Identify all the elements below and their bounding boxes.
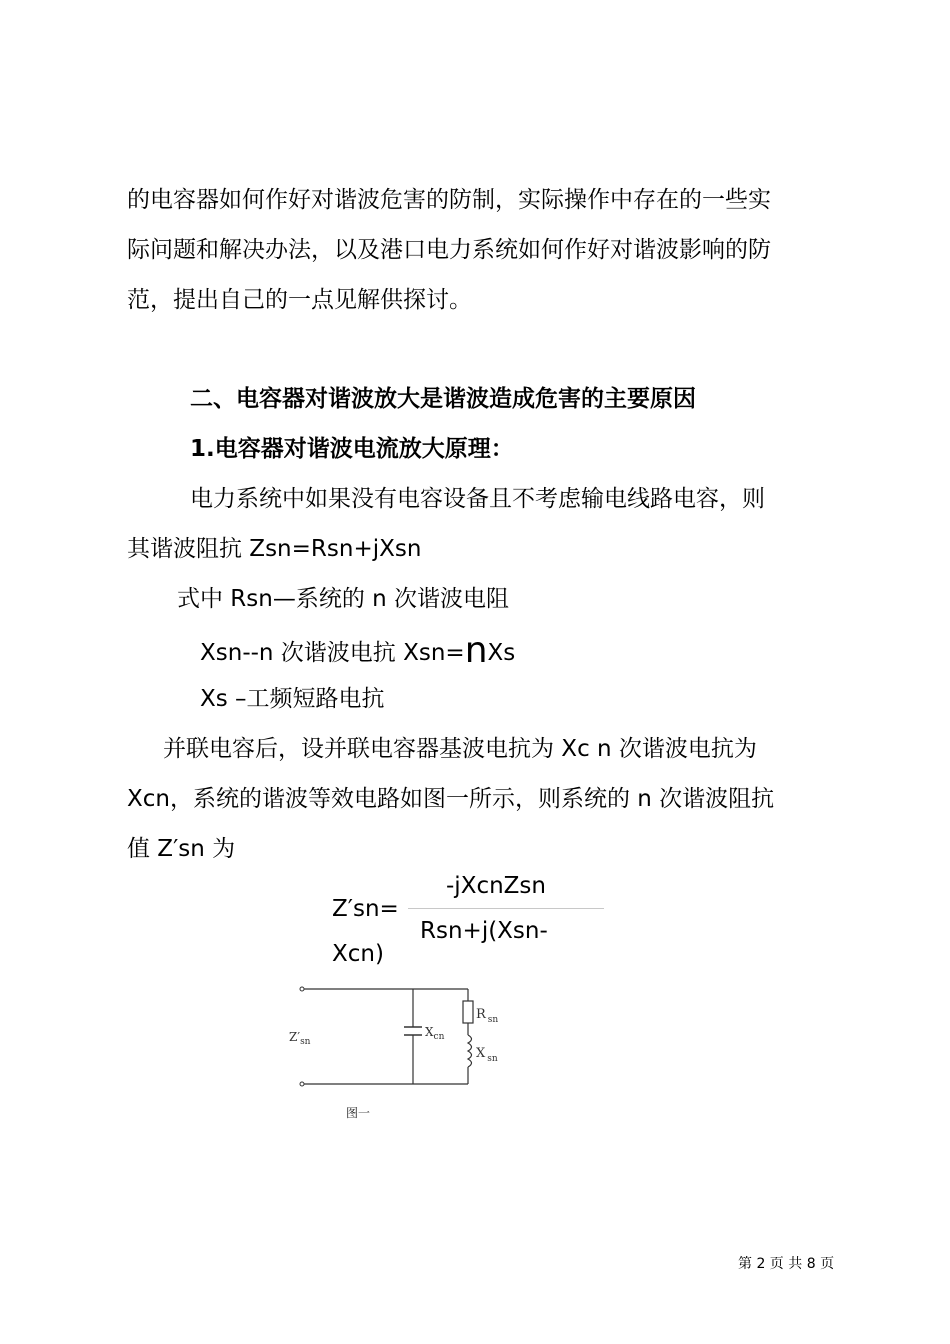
terminal-bottom — [300, 1082, 304, 1086]
definition-text: Xs — [487, 640, 516, 666]
fraction-bar — [408, 908, 604, 909]
paragraph-line: 际问题和解决办法，以及港口电力系统如何作好对谐波影响的防 — [127, 237, 771, 263]
resistor-icon — [463, 1001, 473, 1023]
circuit-diagram — [280, 975, 540, 1135]
z-label: $Z'_{sn}$ — [289, 1030, 311, 1047]
impedance-formula — [320, 865, 620, 967]
paragraph-line: Xcn，系统的谐波等效电路如图一所示，则系统的 n 次谐波阻抗 — [127, 786, 775, 812]
figure-caption: 图一 — [346, 1106, 371, 1120]
paragraph-line: 值 Z′sn 为 — [127, 836, 236, 862]
terminal-top — [300, 987, 304, 991]
capacitor-label: $X_{cn}$ — [425, 1025, 445, 1042]
resistor-label: R $_{sn}$ — [476, 1007, 499, 1025]
formula-lhs: Z′sn= — [332, 896, 399, 922]
inductor-label: X $_{sn}$ — [476, 1046, 498, 1064]
paragraph-line: 范，提出自己的一点见解供探讨。 — [127, 287, 472, 313]
subsection-heading: 1.电容器对谐波电流放大原理： — [190, 436, 514, 462]
definition-line: 式中 Rsn—系统的 n 次谐波电阻 — [177, 586, 510, 612]
page-number: 第 2 页 共 8 页 — [738, 1256, 835, 1272]
paragraph-line: 的电容器如何作好对谐波危害的防制，实际操作中存在的一些实 — [127, 187, 771, 213]
paragraph-line: 其谐波阻抗 Zsn=Rsn+jXsn — [127, 536, 422, 562]
section-heading: 二、电容器对谐波放大是谐波造成危害的主要原因 — [190, 386, 696, 412]
formula-denominator-overflow: Xcn) — [332, 941, 384, 967]
paragraph-line: 电力系统中如果没有电容设备且不考虑输电线路电容，则 — [190, 486, 765, 512]
formula-numerator: -jXcnZsn — [446, 873, 546, 899]
n-symbol: n — [464, 630, 488, 671]
definition-line: Xs –工频短路电抗 — [200, 686, 385, 712]
formula-denominator: Rsn+j(Xsn- — [420, 918, 548, 944]
inductor-icon — [468, 1035, 472, 1067]
definition-text: Xsn--n 次谐波电抗 Xsn= — [200, 640, 465, 666]
paragraph-line: 并联电容后，设并联电容器基波电抗为 Xc n 次谐波电抗为 — [163, 736, 757, 762]
definition-line — [200, 630, 516, 671]
